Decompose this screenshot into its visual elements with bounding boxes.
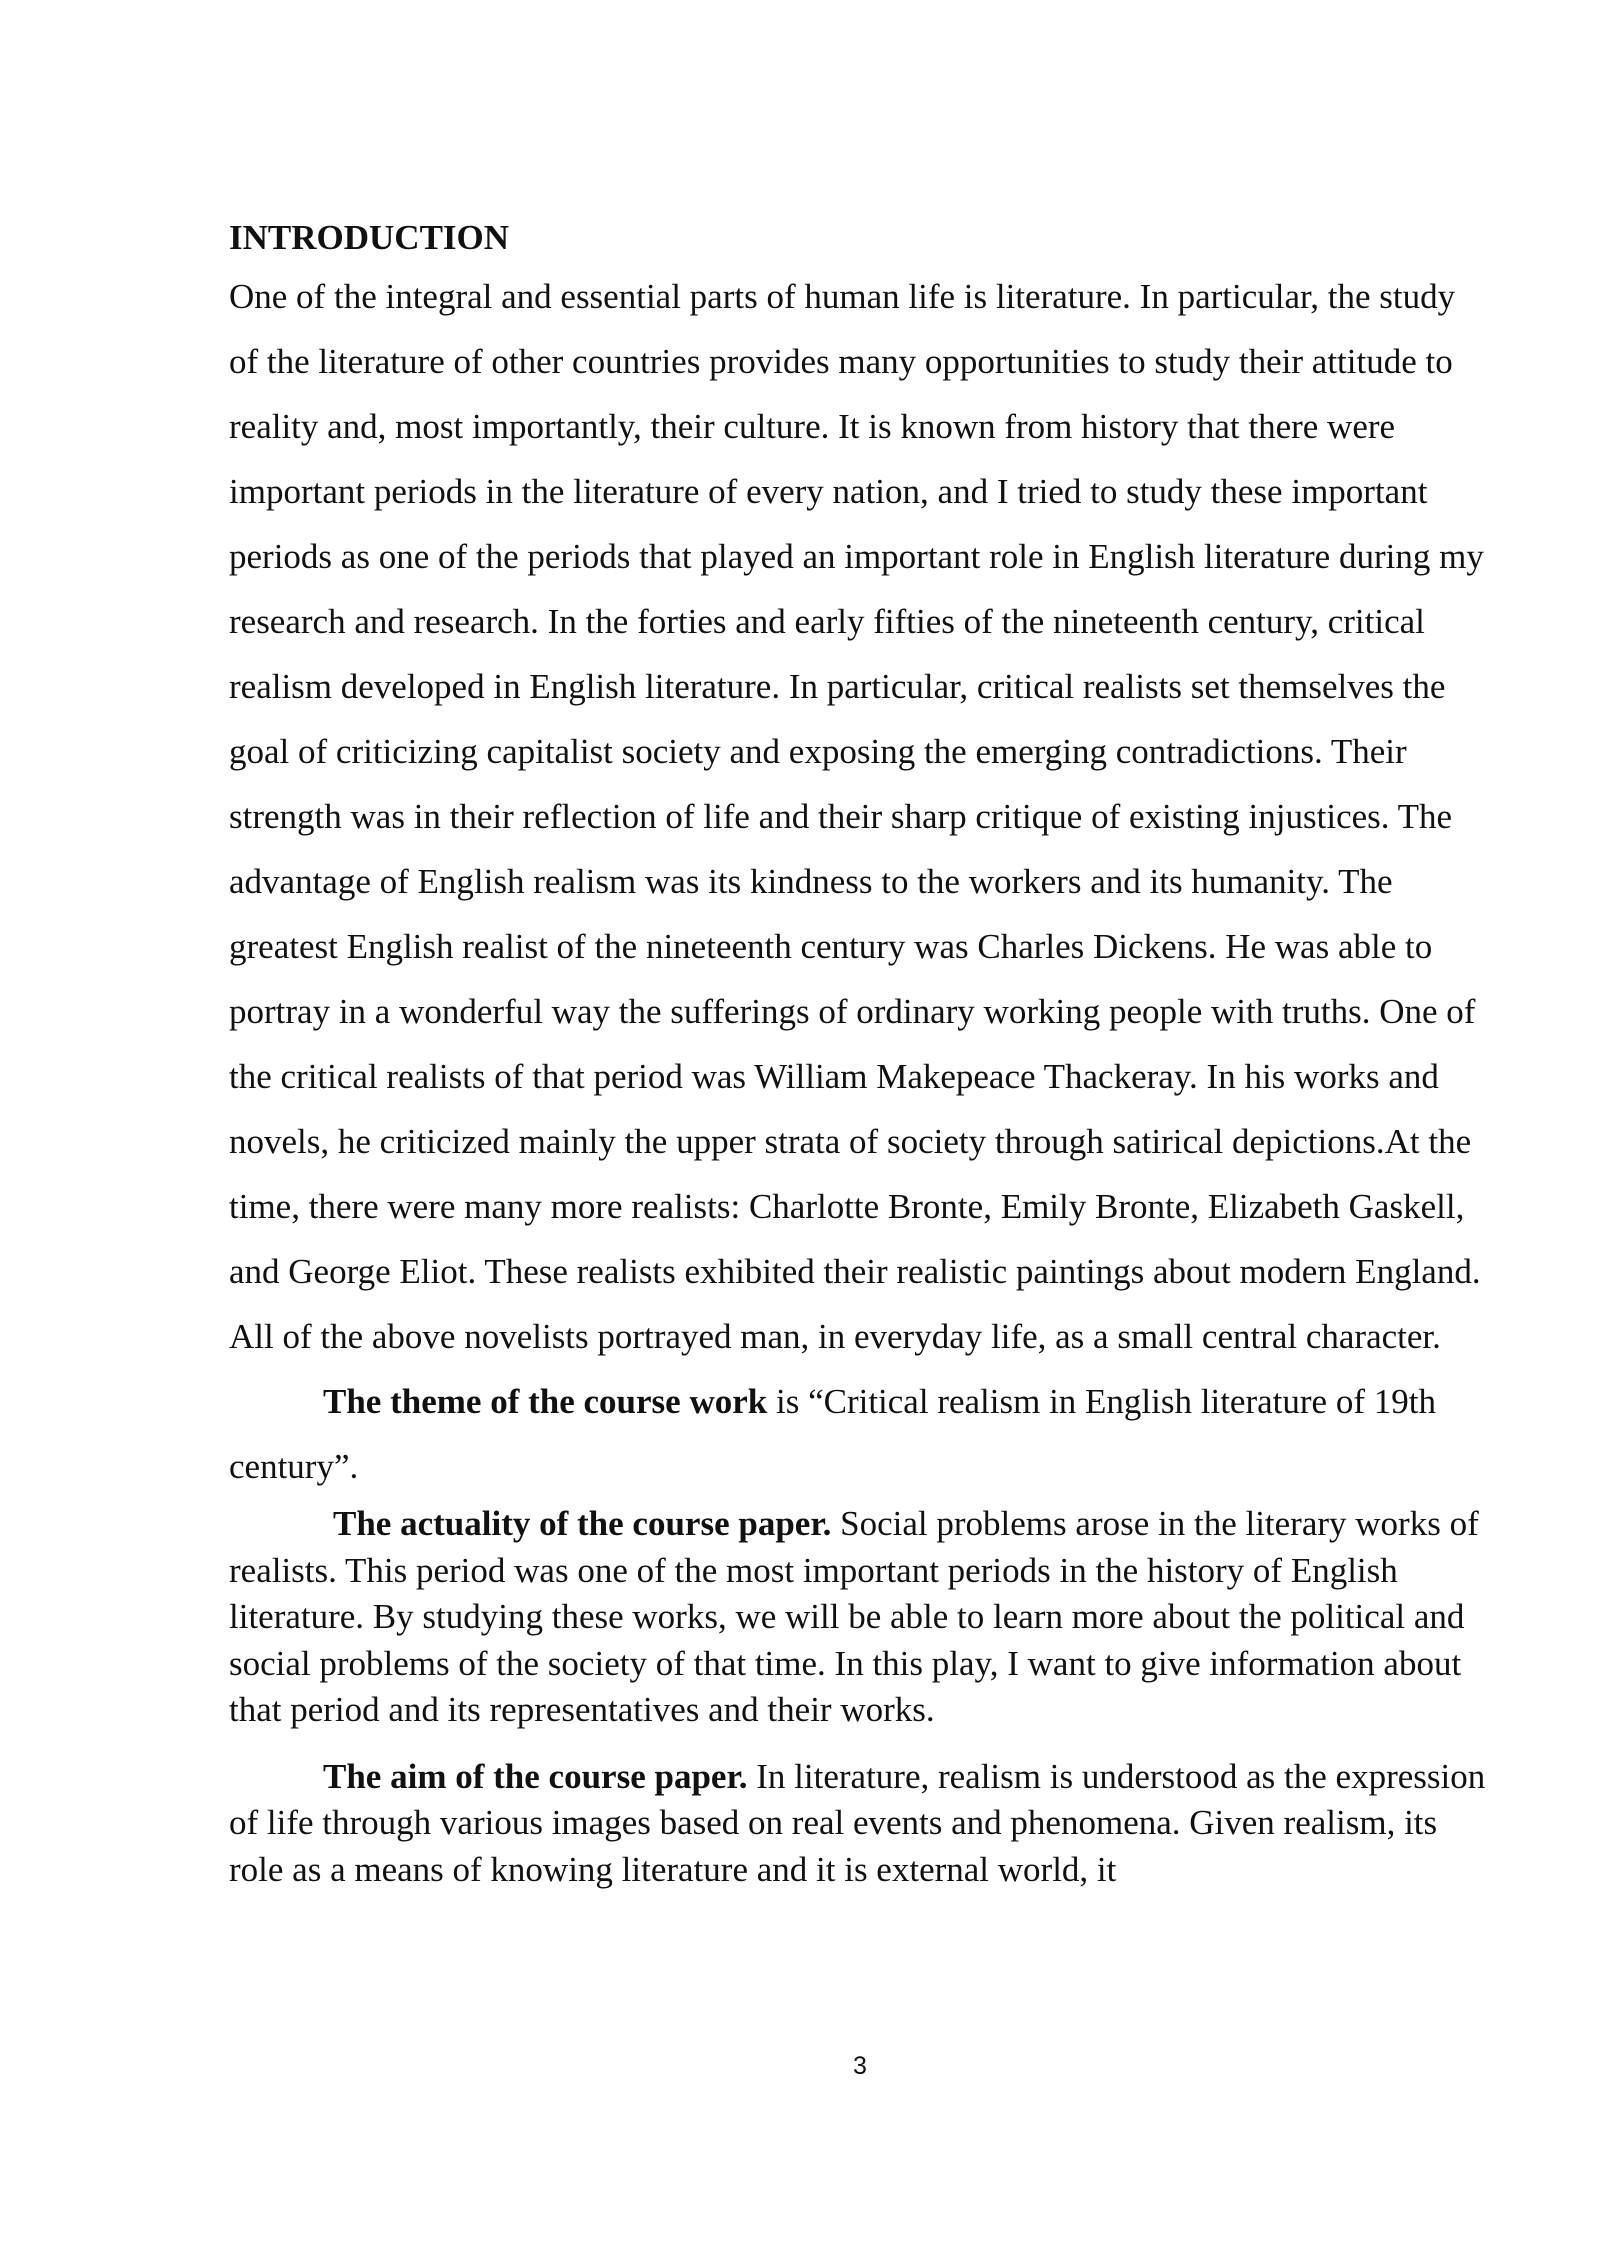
page-content — [229, 212, 1491, 1893]
actuality-paragraph — [229, 1501, 1491, 1734]
actuality-label: The actuality of the course paper. — [333, 1504, 832, 1543]
theme-label: The theme of the course work — [323, 1382, 768, 1421]
intro-paragraph: One of the integral and essential parts of human life is literature. In particular, the study of the literature of other countries provides many opportunities to study their attitude to reality and, most importantly, their culture. It is known from history that there were important periods in the literature of every nation, and I tried to study these important periods as one of the periods that played an important role in English literature during my research and research. In the forties and early fifties of the nineteenth century, critical realism developed in English literature. In particular, critical realists set themselves the goal of criticizing capitalist society and exposing the emerging contradictions. Their strength was in their reflection of life and their sharp critique of existing injustices. The advantage of English realism was its kindness to the workers and its humanity. The greatest English realist of the nineteenth century was Charles Dickens. He was able to portray in a wonderful way the sufferings of ordinary working people with truths. One of the critical realists of that period was William Makepeace Thackeray. In his works and novels, he criticized mainly the upper strata of society through satirical depictions.At the time, there were many more realists: Charlotte Bronte, Emily Bronte, Elizabeth Gaskell, and George Eliot. These realists exhibited their realistic paintings about modern England. All of the above novelists portrayed man, in everyday life, as a small central character. — [229, 277, 1484, 1356]
section-heading: INTRODUCTION — [229, 218, 510, 257]
actuality-text: Social problems arose in the literary works of realists. This period was one of the most important periods in the history of English literature. By studying these works, we will be able to learn more about the political and social problems of the society of that time. In this play, I want to give information about that period and its representatives and their works. — [229, 1504, 1479, 1729]
theme-paragraph — [229, 1369, 1491, 1499]
theme-text: is “Critical realism in English literature of 19th century”. — [229, 1382, 1436, 1486]
aim-label: The aim of the course paper. — [323, 1756, 748, 1796]
aim-text: In literature, realism is understood as the expression of life through various images based on real events and phenomena. Given realism, its role as a means of knowing literature and it is external world, it — [229, 1756, 1486, 1889]
page-number: 3 — [853, 2052, 867, 2080]
aim-paragraph — [229, 1754, 1491, 1894]
